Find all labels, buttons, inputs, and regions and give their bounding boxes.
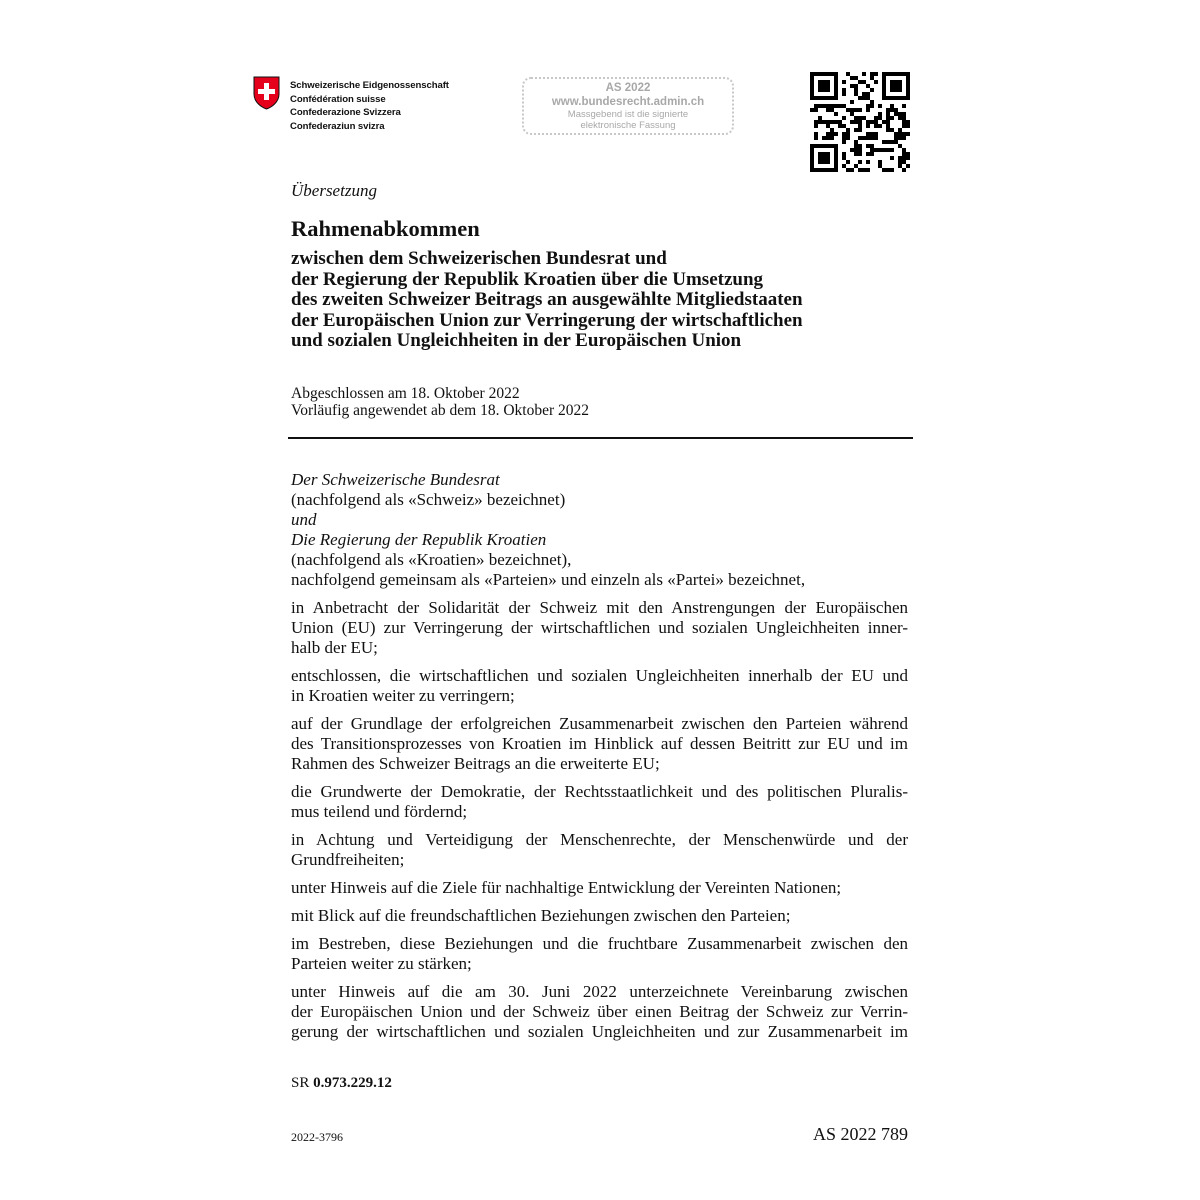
sr-number: 0.973.229.12	[313, 1075, 392, 1091]
applied-date: Vorläufig angewendet ab dem 18. Oktober 2022	[291, 402, 590, 419]
clause-line: unter Hinweis auf die am 30. Juni 2022 unterzeichnete Vereinbarung zwischen	[291, 982, 908, 1001]
clause-line: halb der EU;	[291, 638, 378, 657]
clause-line: in Anbetracht der Solidarität der Schweiz mit den Anstrengungen der Europäischen	[291, 598, 908, 617]
stamp-collection: AS 2022	[605, 82, 651, 94]
subtitle-line: zwischen dem Schweizerischen Bundesrat und	[291, 248, 667, 269]
preamble-clause	[291, 982, 908, 1042]
clause-line: Parteien weiter zu stärken;	[291, 954, 472, 973]
logo-name-fr: Confédération suisse	[290, 93, 386, 105]
subtitle-line: der Europäischen Union zur Verringerung der wirtschaftlichen	[291, 309, 803, 331]
swiss-shield-icon	[253, 76, 280, 110]
qr-code-icon	[810, 72, 910, 172]
stamp-note-1: Massgebend ist die signierte	[567, 109, 689, 120]
party-name: Der Schweizerische Bundesrat	[291, 470, 500, 489]
preamble-clause	[291, 830, 908, 870]
as-reference: AS 2022 789	[812, 1124, 908, 1144]
clause-line: mus teilend und fördernd;	[291, 802, 468, 821]
clause-line: in Kroatien weiter zu verringern;	[291, 686, 515, 705]
subtitle-line: des zweiten Schweizer Beitrags an ausgewählte Mitgliedstaaten	[291, 289, 803, 310]
preamble-clause	[291, 714, 908, 774]
clause-line: entschlossen, die wirtschaftlichen und sozialen Ungleichheiten innerhalb der EU und	[291, 666, 908, 685]
clause-line: mit Blick auf die freundschaftlichen Beziehungen zwischen den Parteien;	[291, 906, 791, 925]
subtitle-line: der Regierung der Republik Kroatien über die Umsetzung	[291, 268, 764, 290]
clause-line: des Transitionsprozesses von Kroatien im Hinblick auf dessen Beitritt zur EU und im	[291, 734, 908, 753]
logo-name-rm: Confederaziun svizra	[290, 120, 385, 132]
stamp-url[interactable]: www.bundesrecht.admin.ch	[551, 96, 705, 108]
party-designation: (nachfolgend als «Schweiz» bezeichnet)	[291, 490, 566, 509]
preamble-clause	[291, 782, 908, 822]
clause-line: unter Hinweis auf die Ziele für nachhaltige Entwicklung der Vereinten Nationen;	[291, 878, 842, 897]
clause-line: im Bestreben, diese Beziehungen und die fruchtbare Zusammenarbeit zwischen den	[291, 934, 908, 953]
party-designation: (nachfolgend als «Kroatien» bezeichnet),	[291, 550, 572, 569]
parties-collective: nachfolgend gemeinsam als «Parteien» und einzeln als «Partei» bezeichnet,	[291, 570, 806, 589]
clause-line: gerung der wirtschaftlichen und sozialen Ungleichheiten und zur Zusammenarbeit im	[291, 1022, 908, 1041]
preamble	[291, 470, 908, 1042]
clause-line: auf der Grundlage der erfolgreichen Zusammenarbeit zwischen den Parteien während	[291, 714, 908, 733]
party-name: Die Regierung der Republik Kroatien	[291, 530, 547, 549]
document-code: 2022-3796	[291, 1130, 343, 1144]
clause-line: Grundfreiheiten;	[291, 850, 405, 869]
header-divider	[288, 437, 913, 439]
document-subtitle	[291, 249, 803, 352]
document-dates	[291, 385, 589, 419]
clause-line: die Grundwerte der Demokratie, der Rechtsstaatlichkeit und des politischen Pluralis-	[291, 782, 908, 801]
qr-code-modules	[810, 72, 910, 172]
translation-label: Übersetzung	[291, 181, 377, 200]
preamble-clause	[291, 598, 908, 658]
clause-line: Rahmen des Schweizer Beitrags an die erweiterte EU;	[291, 754, 660, 773]
official-version-stamp	[522, 77, 734, 135]
stamp-note-2: elektronische Fassung	[580, 120, 676, 131]
logo-name-de: Schweizerische Eidgenossenschaft	[290, 80, 449, 91]
concluded-date: Abgeschlossen am 18. Oktober 2022	[291, 385, 520, 402]
logo-name-it: Confederazione Svizzera	[290, 107, 401, 118]
preamble-clause	[291, 666, 908, 706]
subtitle-line: und sozialen Ungleichheiten in der Europäischen Union	[291, 330, 742, 351]
clause-line: in Achtung und Verteidigung der Menschenrechte, der Menschenwürde und der	[291, 830, 908, 849]
conjunction: und	[291, 510, 317, 529]
clause-line: der Europäischen Union und der Schweiz über einen Beitrag der Schweiz zur Verrin-	[291, 1002, 908, 1021]
preamble-clause	[291, 934, 908, 974]
document-title: Rahmenabkommen	[291, 216, 480, 241]
sr-reference	[291, 1075, 392, 1092]
preamble-clause	[291, 906, 908, 926]
swiss-confederation-logo	[253, 76, 449, 133]
sr-prefix: SR	[291, 1075, 310, 1091]
clause-line: Union (EU) zur Verringerung der wirtschaftlichen und sozialen Ungleichheiten inner-	[291, 618, 908, 637]
preamble-clause	[291, 878, 908, 898]
